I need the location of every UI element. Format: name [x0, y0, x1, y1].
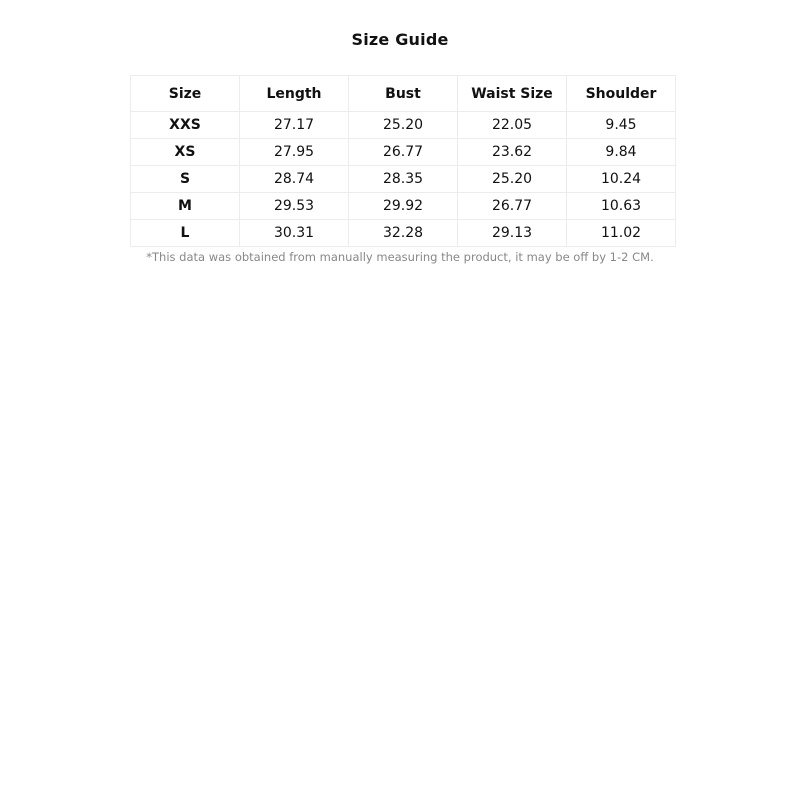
shoulder-cell: 9.84 — [567, 139, 676, 166]
header-size: Size — [131, 76, 240, 112]
shoulder-cell: 11.02 — [567, 220, 676, 247]
waist-cell: 22.05 — [458, 112, 567, 139]
shoulder-cell: 10.24 — [567, 166, 676, 193]
header-bust: Bust — [349, 76, 458, 112]
waist-cell: 26.77 — [458, 193, 567, 220]
waist-cell: 25.20 — [458, 166, 567, 193]
bust-cell: 32.28 — [349, 220, 458, 247]
shoulder-cell: 10.63 — [567, 193, 676, 220]
length-cell: 27.17 — [240, 112, 349, 139]
bust-cell: 28.35 — [349, 166, 458, 193]
length-cell: 27.95 — [240, 139, 349, 166]
table-row — [131, 139, 676, 166]
waist-cell: 29.13 — [458, 220, 567, 247]
waist-cell: 23.62 — [458, 139, 567, 166]
bust-cell: 25.20 — [349, 112, 458, 139]
length-cell: 29.53 — [240, 193, 349, 220]
length-cell: 28.74 — [240, 166, 349, 193]
bust-cell: 26.77 — [349, 139, 458, 166]
table-row — [131, 193, 676, 220]
header-waist-size: Waist Size — [458, 76, 567, 112]
bust-cell: 29.92 — [349, 193, 458, 220]
size-cell: M — [131, 193, 240, 220]
size-table — [130, 75, 676, 247]
size-cell: L — [131, 220, 240, 247]
page-title: Size Guide — [351, 30, 449, 49]
size-cell: S — [131, 166, 240, 193]
table-row — [131, 112, 676, 139]
length-cell: 30.31 — [240, 220, 349, 247]
table-row — [131, 166, 676, 193]
shoulder-cell: 9.45 — [567, 112, 676, 139]
header-shoulder: Shoulder — [567, 76, 676, 112]
header-length: Length — [240, 76, 349, 112]
table-header-row — [131, 76, 676, 112]
size-cell: XXS — [131, 112, 240, 139]
size-cell: XS — [131, 139, 240, 166]
measurement-note: *This data was obtained from manually measuring the product, it may be off by 1-2 CM. — [146, 250, 654, 264]
table-row — [131, 220, 676, 247]
